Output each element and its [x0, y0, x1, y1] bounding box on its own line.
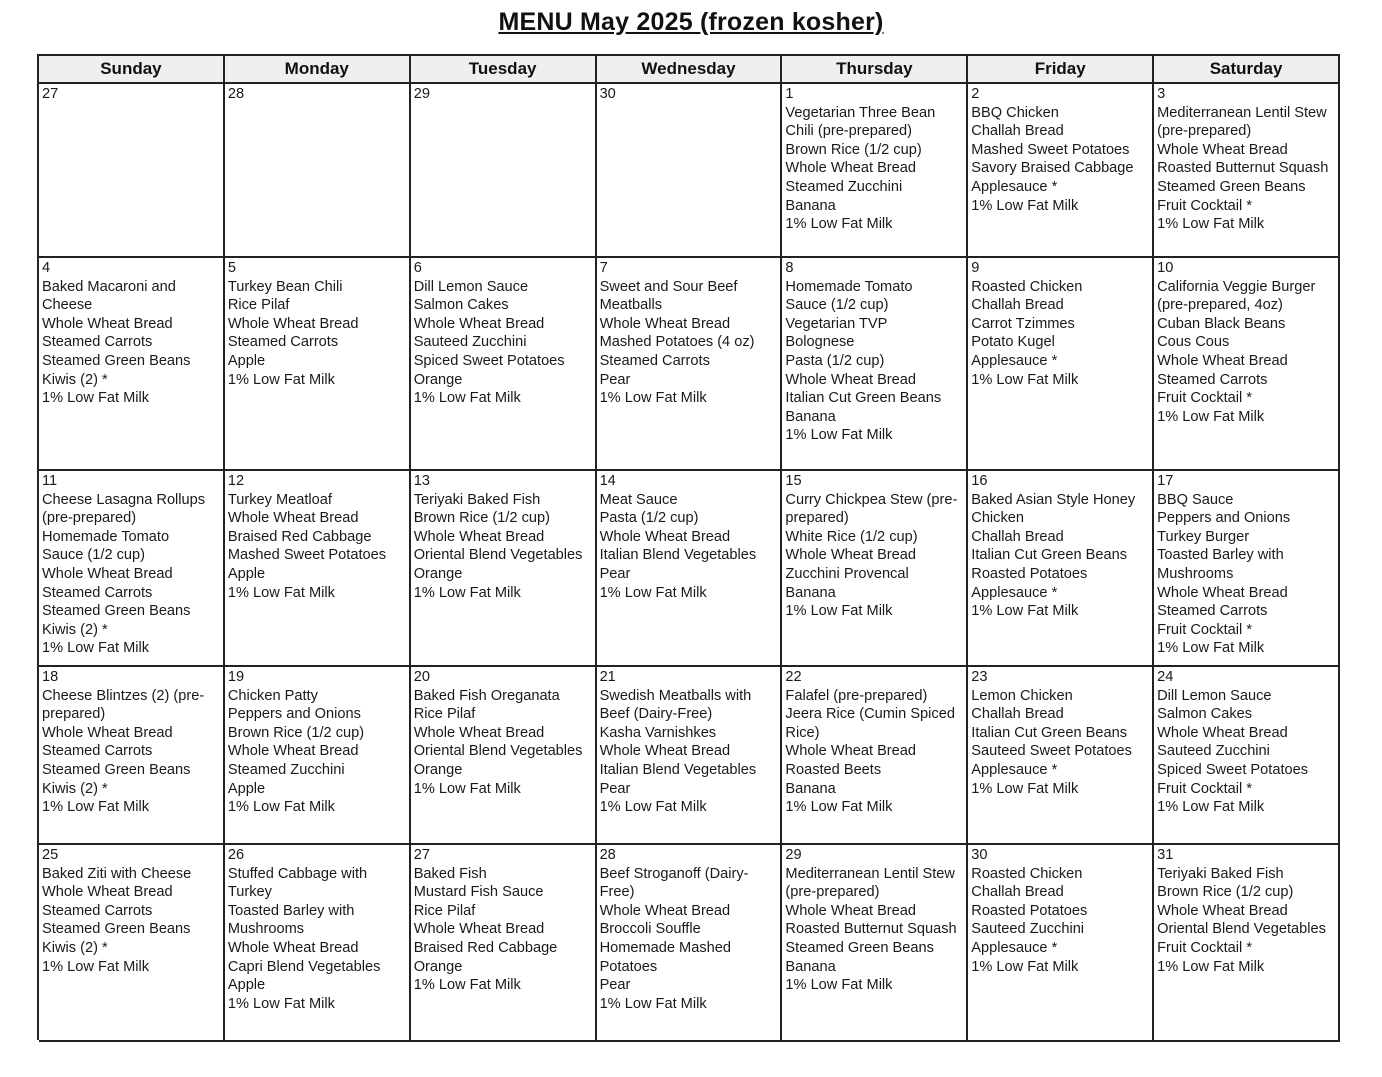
- day-number: 18: [42, 669, 59, 685]
- menu-item: Steamed Zucchini: [785, 178, 903, 195]
- day-number: 16: [971, 473, 988, 489]
- day-cell: [597, 471, 783, 667]
- menu-item: Banana: [785, 958, 836, 975]
- menu-item: Vegetarian Three Bean: [785, 104, 936, 121]
- menu-item: Banana: [785, 780, 836, 797]
- menu-item: Whole Wheat Bread: [42, 565, 173, 582]
- day-number: 14: [599, 473, 616, 489]
- day-cell: [782, 667, 968, 845]
- menu-item: Steamed Green Beans: [1157, 178, 1306, 195]
- menu-item: Steamed Green Beans: [42, 921, 191, 938]
- menu-item: Whole Wheat Bread: [227, 743, 359, 760]
- menu-item: 1% Low Fat Milk: [971, 958, 1079, 975]
- menu-item: Applesauce *: [971, 584, 1058, 601]
- menu-item: Cheese Blintzes (2) (pre-: [42, 687, 205, 704]
- day-cell: [968, 667, 1154, 845]
- menu-item: 1% Low Fat Milk: [42, 799, 150, 816]
- menu-item: Banana: [785, 408, 836, 425]
- menu-item: Mediterranean Lentil Stew: [785, 865, 955, 882]
- day-number: 31: [1157, 847, 1174, 863]
- menu-item: Fruit Cocktail *: [1157, 197, 1253, 214]
- menu-item: Steamed Green Beans: [42, 761, 191, 778]
- menu-item: 1% Low Fat Milk: [413, 584, 521, 601]
- menu-item: Mashed Potatoes (4 oz): [599, 334, 755, 351]
- menu-item: Oriental Blend Vegetables: [413, 547, 583, 564]
- menu-item: Whole Wheat Bread: [227, 510, 359, 527]
- menu-item: Dill Lemon Sauce: [413, 278, 529, 295]
- menu-item: Sauteed Zucchini: [1157, 743, 1270, 760]
- menu-item: Toasted Barley with: [227, 902, 355, 919]
- menu-item: Beef (Dairy-Free): [599, 706, 713, 723]
- menu-item: Savory Braised Cabbage: [971, 160, 1134, 177]
- menu-item: Rice Pilaf: [413, 902, 476, 919]
- menu-item: Fruit Cocktail *: [1157, 621, 1253, 638]
- menu-item: BBQ Sauce: [1157, 491, 1234, 508]
- day-cell: [597, 84, 783, 258]
- menu-item: Steamed Carrots: [227, 334, 339, 351]
- menu-item: Bolognese: [785, 334, 855, 351]
- day-number: 5: [227, 260, 236, 276]
- menu-item: Meat Sauce: [599, 491, 678, 508]
- menu-item: Chili (pre-prepared): [785, 123, 912, 140]
- menu-item: Sauteed Zucchini: [971, 921, 1085, 938]
- menu-item: 1% Low Fat Milk: [42, 640, 150, 657]
- menu-item: Capri Blend Vegetables: [227, 958, 381, 975]
- menu-item: Whole Wheat Bread: [599, 528, 731, 545]
- day-cell: [225, 845, 411, 1042]
- menu-item: 1% Low Fat Milk: [1157, 640, 1265, 657]
- menu-item: California Veggie Burger: [1157, 278, 1316, 295]
- day-number: 19: [227, 669, 245, 685]
- menu-item: Jeera Rice (Cumin Spiced: [785, 706, 955, 723]
- day-cell: [782, 258, 968, 471]
- menu-item: Steamed Green Beans: [42, 603, 191, 620]
- day-number: 28: [599, 847, 616, 863]
- menu-item: Roasted Beets: [785, 761, 882, 778]
- menu-item: Applesauce *: [971, 939, 1058, 956]
- day-cell: [968, 471, 1154, 667]
- menu-item: Whole Wheat Bread: [227, 939, 359, 956]
- day-cell: [597, 667, 783, 845]
- menu-item: Whole Wheat Bread: [1157, 584, 1288, 601]
- day-cell: [968, 845, 1154, 1042]
- menu-item: Steamed Carrots: [1157, 371, 1268, 388]
- menu-item: Oriental Blend Vegetables: [413, 743, 583, 760]
- day-cell: [225, 84, 411, 258]
- menu-item: Roasted Potatoes: [971, 565, 1088, 582]
- menu-item: Italian Cut Green Beans: [971, 547, 1128, 564]
- menu-item: Orange: [413, 761, 463, 778]
- menu-item: Brown Rice (1/2 cup): [785, 141, 922, 158]
- menu-item: 1% Low Fat Milk: [971, 780, 1079, 797]
- menu-item: Italian Cut Green Beans: [971, 724, 1128, 741]
- menu-item: White Rice (1/2 cup): [785, 528, 918, 545]
- menu-item: Italian Blend Vegetables: [599, 761, 757, 778]
- menu-item: Teriyaki Baked Fish: [1157, 865, 1284, 882]
- weekday-header-wednesday: Wednesday: [597, 56, 783, 84]
- menu-item: Spiced Sweet Potatoes: [1157, 761, 1309, 778]
- menu-item: Lemon Chicken: [971, 687, 1073, 704]
- menu-item: Apple: [227, 352, 266, 369]
- menu-calendar: [37, 54, 1340, 1040]
- menu-item: Apple: [227, 565, 266, 582]
- menu-item: Steamed Green Beans: [785, 939, 934, 956]
- menu-item: Sauteed Sweet Potatoes: [971, 743, 1132, 760]
- weekday-header-friday: Friday: [968, 56, 1154, 84]
- day-number: 9: [971, 260, 980, 276]
- menu-item: Apple: [227, 780, 266, 797]
- menu-item: 1% Low Fat Milk: [599, 584, 707, 601]
- menu-item: Cheese Lasagna Rollups: [42, 491, 206, 508]
- menu-item: Carrot Tzimmes: [971, 315, 1075, 332]
- menu-item: Baked Macaroni and: [42, 278, 176, 295]
- menu-item: Turkey: [227, 884, 272, 901]
- menu-item: 1% Low Fat Milk: [227, 995, 335, 1012]
- menu-item: Turkey Bean Chili: [227, 278, 343, 295]
- menu-item: Brown Rice (1/2 cup): [1157, 884, 1294, 901]
- menu-item: 1% Low Fat Milk: [1157, 958, 1265, 975]
- menu-item: Whole Wheat Bread: [227, 315, 359, 332]
- menu-item: Applesauce *: [971, 178, 1058, 195]
- menu-item: Baked Fish: [413, 865, 487, 882]
- menu-item: Roasted Chicken: [971, 278, 1083, 295]
- menu-item: Whole Wheat Bread: [1157, 902, 1288, 919]
- menu-item: Homemade Mashed: [599, 939, 731, 956]
- menu-item: Steamed Carrots: [1157, 603, 1268, 620]
- menu-item: 1% Low Fat Milk: [1157, 216, 1265, 233]
- menu-item: Toasted Barley with: [1157, 547, 1284, 564]
- menu-item: Kasha Varnishkes: [599, 724, 717, 741]
- menu-item: Turkey Meatloaf: [227, 491, 332, 508]
- day-cell: [782, 84, 968, 258]
- day-cell: [225, 667, 411, 845]
- day-cell: [1154, 471, 1340, 667]
- menu-item: Stuffed Cabbage with: [227, 865, 368, 882]
- menu-item: Baked Fish Oreganata: [413, 687, 560, 704]
- menu-item: Whole Wheat Bread: [1157, 141, 1288, 158]
- menu-item: 1% Low Fat Milk: [42, 390, 150, 407]
- menu-item: (pre-prepared): [785, 884, 880, 901]
- menu-item: 1% Low Fat Milk: [42, 958, 150, 975]
- day-cell: [782, 845, 968, 1042]
- day-cell: [1154, 258, 1340, 471]
- menu-item: 1% Low Fat Milk: [227, 371, 335, 388]
- weekday-header-monday: Monday: [225, 56, 411, 84]
- menu-item: Beef Stroganoff (Dairy-: [599, 865, 749, 882]
- menu-item: Fruit Cocktail *: [1157, 390, 1253, 407]
- day-number: 28: [227, 86, 245, 102]
- day-cell: [411, 471, 597, 667]
- menu-item: 1% Low Fat Milk: [785, 216, 893, 233]
- menu-item: Sauce (1/2 cup): [42, 547, 146, 564]
- menu-item: Baked Ziti with Cheese: [42, 865, 192, 882]
- menu-item: Pasta (1/2 cup): [785, 352, 885, 369]
- weekday-header-thursday: Thursday: [782, 56, 968, 84]
- menu-item: Whole Wheat Bread: [785, 743, 917, 760]
- menu-item: Sauteed Zucchini: [413, 334, 527, 351]
- menu-item: Whole Wheat Bread: [413, 528, 545, 545]
- day-cell: [411, 258, 597, 471]
- day-cell: [782, 471, 968, 667]
- menu-item: Challah Bread: [971, 123, 1064, 140]
- menu-item: Kiwis (2) *: [42, 939, 108, 956]
- day-number: 8: [785, 260, 794, 276]
- menu-item: 1% Low Fat Milk: [785, 799, 893, 816]
- menu-item: Kiwis (2) *: [42, 371, 108, 388]
- day-cell: [411, 845, 597, 1042]
- menu-item: Whole Wheat Bread: [413, 315, 545, 332]
- menu-item: Orange: [413, 371, 463, 388]
- menu-item: Homemade Tomato: [42, 528, 170, 545]
- menu-item: Whole Wheat Bread: [42, 724, 173, 741]
- menu-item: 1% Low Fat Milk: [227, 584, 335, 601]
- menu-item: Rice): [785, 724, 820, 741]
- menu-item: Zucchini Provencal: [785, 565, 909, 582]
- menu-item: Swedish Meatballs with: [599, 687, 752, 704]
- menu-item: Free): [599, 884, 635, 901]
- day-number: 24: [1157, 669, 1174, 685]
- weekday-header-tuesday: Tuesday: [411, 56, 597, 84]
- menu-item: 1% Low Fat Milk: [971, 197, 1079, 214]
- menu-item: 1% Low Fat Milk: [1157, 408, 1265, 425]
- menu-item: Oriental Blend Vegetables: [1157, 921, 1326, 938]
- day-cell: [225, 471, 411, 667]
- menu-item: Fruit Cocktail *: [1157, 939, 1253, 956]
- menu-item: Salmon Cakes: [1157, 706, 1253, 723]
- day-number: 27: [413, 847, 430, 863]
- menu-item: Rice Pilaf: [413, 706, 476, 723]
- day-number: 26: [227, 847, 245, 863]
- menu-item: Challah Bread: [971, 706, 1064, 723]
- menu-item: Challah Bread: [971, 884, 1064, 901]
- menu-item: Whole Wheat Bread: [785, 160, 917, 177]
- menu-item: Steamed Carrots: [42, 902, 153, 919]
- menu-item: Mashed Sweet Potatoes: [971, 141, 1130, 158]
- menu-item: Pear: [599, 780, 631, 797]
- menu-item: Steamed Zucchini: [227, 761, 345, 778]
- menu-item: 1% Low Fat Milk: [599, 390, 707, 407]
- menu-item: Whole Wheat Bread: [785, 902, 917, 919]
- menu-item: Steamed Carrots: [599, 352, 710, 369]
- menu-item: Dill Lemon Sauce: [1157, 687, 1272, 704]
- menu-item: 1% Low Fat Milk: [785, 603, 893, 620]
- menu-item: Kiwis (2) *: [42, 621, 108, 638]
- menu-item: Fruit Cocktail *: [1157, 780, 1253, 797]
- day-cell: [411, 84, 597, 258]
- menu-item: Apple: [227, 977, 266, 994]
- menu-item: Whole Wheat Bread: [599, 743, 731, 760]
- menu-item: 1% Low Fat Milk: [785, 427, 893, 444]
- menu-item: 1% Low Fat Milk: [785, 977, 893, 994]
- menu-item: 1% Low Fat Milk: [599, 995, 707, 1012]
- day-number: 10: [1157, 260, 1174, 276]
- menu-item: Whole Wheat Bread: [599, 315, 731, 332]
- day-cell: [1154, 84, 1340, 258]
- day-cell: [39, 667, 225, 845]
- menu-item: Whole Wheat Bread: [42, 884, 173, 901]
- day-number: 30: [599, 86, 616, 102]
- day-number: 12: [227, 473, 245, 489]
- menu-item: Whole Wheat Bread: [413, 724, 545, 741]
- menu-item: (pre-prepared): [1157, 123, 1252, 140]
- weekday-header-saturday: Saturday: [1154, 56, 1340, 84]
- day-cell: [1154, 667, 1340, 845]
- menu-item: 1% Low Fat Milk: [413, 977, 521, 994]
- day-cell: [1154, 845, 1340, 1042]
- day-cell: [597, 258, 783, 471]
- menu-item: Pear: [599, 565, 631, 582]
- menu-item: Banana: [785, 584, 836, 601]
- menu-item: Peppers and Onions: [227, 706, 361, 723]
- menu-item: Curry Chickpea Stew (pre-: [785, 491, 958, 508]
- menu-item: Salmon Cakes: [413, 297, 509, 314]
- menu-item: Roasted Butternut Squash: [1157, 160, 1329, 177]
- menu-item: Teriyaki Baked Fish: [413, 491, 541, 508]
- menu-item: Applesauce *: [971, 352, 1058, 369]
- menu-item: Spiced Sweet Potatoes: [413, 352, 565, 369]
- menu-item: (pre-prepared, 4oz): [1157, 297, 1283, 314]
- day-number: 20: [413, 669, 430, 685]
- menu-item: Challah Bread: [971, 297, 1064, 314]
- menu-item: 1% Low Fat Milk: [227, 799, 335, 816]
- menu-item: 1% Low Fat Milk: [971, 371, 1079, 388]
- menu-item: Braised Red Cabbage: [227, 528, 372, 545]
- day-number: 13: [413, 473, 430, 489]
- menu-item: Whole Wheat Bread: [785, 547, 917, 564]
- menu-item: Brown Rice (1/2 cup): [227, 724, 365, 741]
- menu-item: BBQ Chicken: [971, 104, 1059, 121]
- menu-item: Mustard Fish Sauce: [413, 884, 544, 901]
- menu-item: Cheese: [42, 297, 93, 314]
- menu-item: Banana: [785, 197, 836, 214]
- day-number: 29: [785, 847, 802, 863]
- day-number: 6: [413, 260, 422, 276]
- day-cell: [968, 84, 1154, 258]
- menu-item: Peppers and Onions: [1157, 510, 1291, 527]
- menu-item: Whole Wheat Bread: [785, 371, 917, 388]
- menu-item: (pre-prepared): [42, 510, 137, 527]
- menu-item: Roasted Potatoes: [971, 902, 1088, 919]
- menu-item: Vegetarian TVP: [785, 315, 888, 332]
- page-title: MENU May 2025 (frozen kosher): [498, 8, 884, 36]
- menu-item: Steamed Carrots: [42, 743, 153, 760]
- menu-item: Orange: [413, 958, 463, 975]
- day-cell: [39, 84, 225, 258]
- menu-item: Sauce (1/2 cup): [785, 297, 889, 314]
- menu-item: Chicken Patty: [227, 687, 318, 704]
- menu-item: Mediterranean Lentil Stew: [1157, 104, 1327, 121]
- menu-item: 1% Low Fat Milk: [599, 799, 707, 816]
- day-cell: [225, 258, 411, 471]
- menu-item: Whole Wheat Bread: [413, 921, 545, 938]
- menu-item: Whole Wheat Bread: [599, 902, 731, 919]
- menu-item: Challah Bread: [971, 528, 1064, 545]
- day-number: 1: [785, 86, 794, 102]
- menu-item: Falafel (pre-prepared): [785, 687, 928, 704]
- day-number: 22: [785, 669, 802, 685]
- menu-item: prepared): [42, 706, 106, 723]
- weekday-header-sunday: Sunday: [39, 56, 225, 84]
- day-cell: [411, 667, 597, 845]
- menu-item: Broccoli Souffle: [599, 921, 701, 938]
- day-number: 29: [413, 86, 430, 102]
- menu-item: 1% Low Fat Milk: [413, 390, 521, 407]
- day-number: 27: [42, 86, 59, 102]
- menu-item: Brown Rice (1/2 cup): [413, 510, 550, 527]
- menu-item: Sweet and Sour Beef: [599, 278, 738, 295]
- menu-item: Rice Pilaf: [227, 297, 290, 314]
- menu-item: Pear: [599, 371, 631, 388]
- menu-item: 1% Low Fat Milk: [971, 603, 1079, 620]
- menu-item: Mushrooms: [1157, 565, 1234, 582]
- menu-item: Italian Cut Green Beans: [785, 390, 942, 407]
- menu-item: Orange: [413, 565, 463, 582]
- menu-item: Whole Wheat Bread: [1157, 724, 1288, 741]
- menu-item: Meatballs: [599, 297, 663, 314]
- day-number: 4: [42, 260, 51, 276]
- menu-item: Homemade Tomato: [785, 278, 913, 295]
- day-number: 21: [599, 669, 616, 685]
- menu-item: Potatoes: [599, 958, 658, 975]
- menu-item: 1% Low Fat Milk: [413, 780, 521, 797]
- menu-item: Kiwis (2) *: [42, 780, 108, 797]
- menu-item: Roasted Butternut Squash: [785, 921, 957, 938]
- menu-item: Pasta (1/2 cup): [599, 510, 699, 527]
- day-cell: [39, 845, 225, 1042]
- day-number: 17: [1157, 473, 1174, 489]
- menu-item: Braised Red Cabbage: [413, 939, 558, 956]
- menu-item: Potato Kugel: [971, 334, 1055, 351]
- day-number: 7: [599, 260, 608, 276]
- menu-item: Steamed Carrots: [42, 584, 153, 601]
- menu-item: Mushrooms: [227, 921, 305, 938]
- menu-item: Pear: [599, 977, 631, 994]
- menu-item: Cuban Black Beans: [1157, 315, 1286, 332]
- menu-item: Italian Blend Vegetables: [599, 547, 757, 564]
- menu-item: Chicken: [971, 510, 1025, 527]
- menu-item: Whole Wheat Bread: [42, 315, 173, 332]
- day-number: 23: [971, 669, 988, 685]
- menu-item: Steamed Carrots: [42, 334, 153, 351]
- day-cell: [968, 258, 1154, 471]
- day-cell: [39, 471, 225, 667]
- menu-item: Cous Cous: [1157, 334, 1230, 351]
- menu-item: Turkey Burger: [1157, 528, 1250, 545]
- day-number: 25: [42, 847, 59, 863]
- day-cell: [597, 845, 783, 1042]
- menu-item: Applesauce *: [971, 761, 1058, 778]
- menu-item: Baked Asian Style Honey: [971, 491, 1136, 508]
- menu-item: Whole Wheat Bread: [1157, 352, 1288, 369]
- menu-item: prepared): [785, 510, 849, 527]
- day-number: 3: [1157, 86, 1166, 102]
- menu-item: 1% Low Fat Milk: [1157, 799, 1265, 816]
- day-cell: [39, 258, 225, 471]
- day-number: 11: [42, 473, 58, 489]
- day-number: 15: [785, 473, 802, 489]
- day-number: 2: [971, 86, 980, 102]
- menu-item: Roasted Chicken: [971, 865, 1083, 882]
- day-number: 30: [971, 847, 988, 863]
- menu-item: Mashed Sweet Potatoes: [227, 547, 387, 564]
- menu-item: Steamed Green Beans: [42, 352, 191, 369]
